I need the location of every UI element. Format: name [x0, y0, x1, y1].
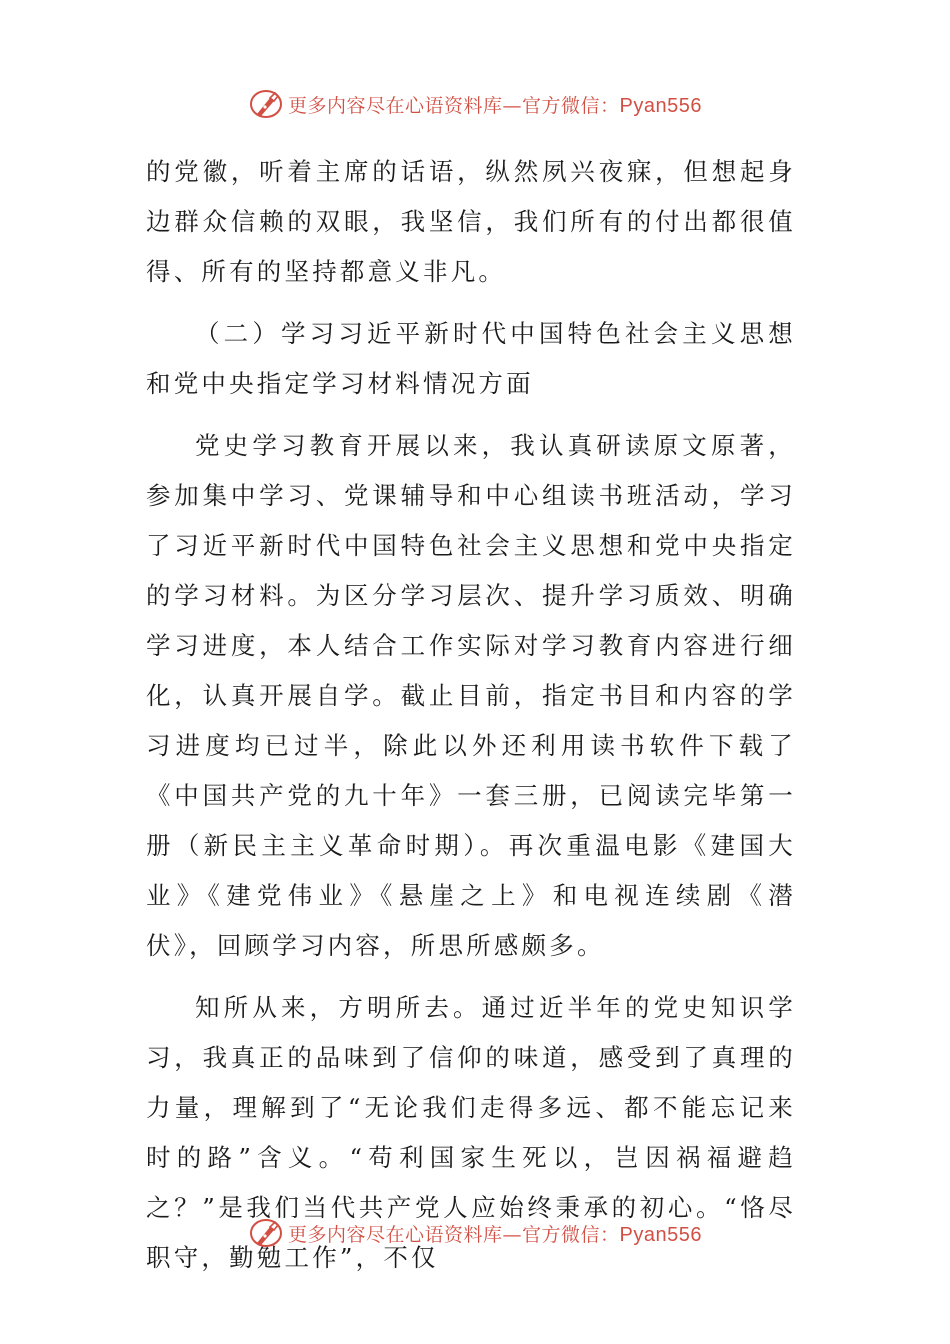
header-banner-text [288, 91, 702, 118]
footer-banner[interactable] [0, 1213, 950, 1253]
footer-wechat-handle: Pyan556 [619, 1223, 702, 1246]
header-banner[interactable] [0, 84, 950, 124]
paragraph: 党史学习教育开展以来，我认真研读原文原著，参加集中学习、党课辅导和中心组读书班活动，学习了习近平新时代中国特色社会主义思想和党中央指定的学习材料。为区分学习层次、提升学习质效、明确学习进度，本人结合工作实际对学习教育内容进行细化，认真开展自学。截止目前，指定书目和内容的学习进度均已过半，除此以外还利用读书软件下载了《中国共产党的九十年》一套三册，已阅读完毕第一册（新民主主义革命时期）。再次重温电影《建国大业》《建党伟业》《悬崖之上》和电视连续剧《潜伏》，回顾学习内容，所思所感颇多。 [146, 431, 796, 960]
header-wechat-handle: Pyan556 [619, 94, 702, 117]
footer-banner-text [288, 1220, 702, 1247]
paragraph: 知所从来，方明所去。通过近半年的党史知识学习，我真正的品味到了信仰的味道，感受到了真理的力量，理解到了“无论我们走得多远、都不能忘记来时的路”含义。“苟利国家生死以，岂因祸福避趋之？”是我们当代共产党人应始终秉承的初心。“恪尽职守，勤勉工作”，不仅 [146, 993, 796, 1272]
footer-banner-label: 更多内容尽在心语资料库—官方微信： [288, 1223, 620, 1246]
section-heading: （二）学习习近平新时代中国特色社会主义思想和党中央指定学习材料情况方面 [146, 319, 796, 398]
pen-nib-icon [248, 1215, 284, 1251]
header-banner-label: 更多内容尽在心语资料库—官方微信： [288, 94, 620, 117]
pen-nib-icon [248, 86, 284, 122]
document-body [146, 147, 796, 1283]
paragraph-continuation: 的党徽，听着主席的话语，纵然夙兴夜寐，但想起身边群众信赖的双眼，我坚信，我们所有的付出都很值得、所有的坚持都意义非凡。 [146, 157, 796, 286]
